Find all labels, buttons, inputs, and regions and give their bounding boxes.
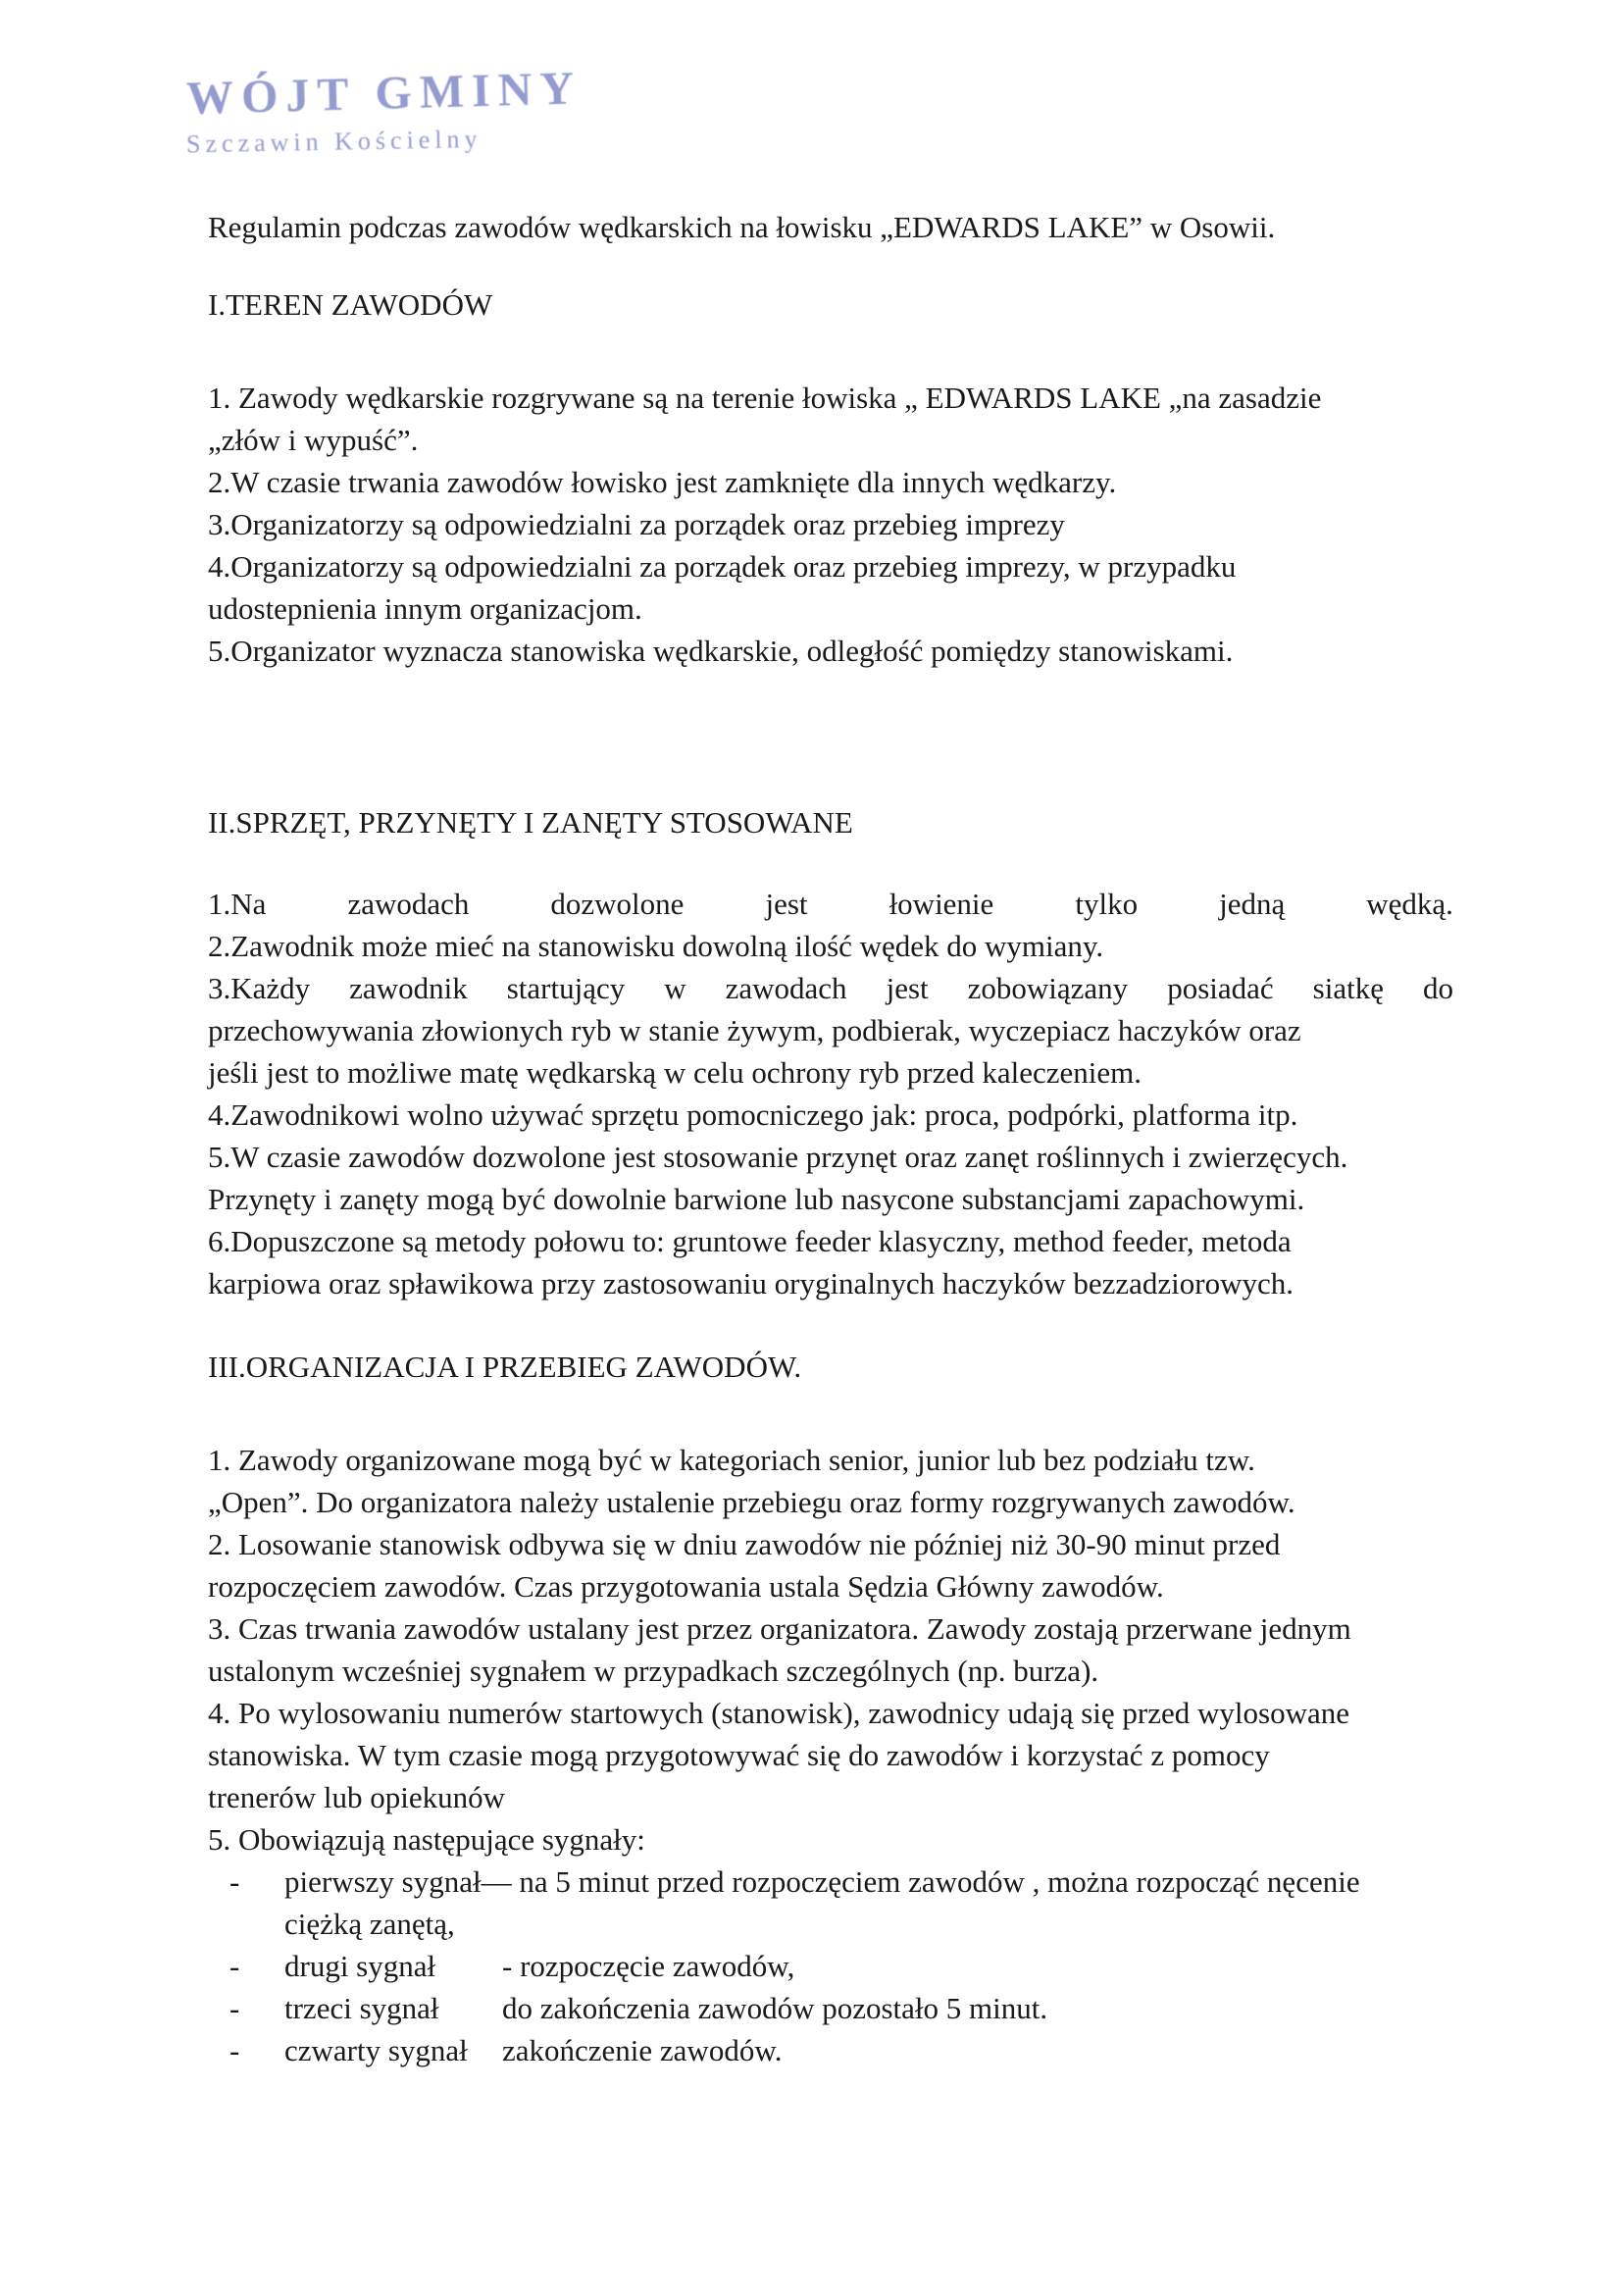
section-3-line: trenerów lub opiekunów <box>208 1780 506 1814</box>
signal-name: czwarty sygnał <box>284 2033 468 2067</box>
word: tylko <box>1075 887 1139 921</box>
official-stamp <box>185 62 583 175</box>
section-3-line: 1. Zawody organizowane mogą być w kategoriach senior, junior lub bez podziału tzw. <box>208 1443 1255 1477</box>
section-2-line: jeśli jest to możliwe matę wędkarską w celu ochrony ryb przed kaleczeniem. <box>208 1055 1142 1090</box>
signal-text: ciężką zanętą, <box>284 1907 455 1941</box>
word: dozwolone <box>550 887 685 921</box>
word: jedną <box>1219 887 1286 921</box>
section-3-line: 5. Obowiązują następujące sygnały: <box>208 1822 645 1857</box>
signal-desc: do zakończenia zawodów pozostało 5 minut. <box>502 1991 1048 2025</box>
signal-desc: - rozpoczęcie zawodów, <box>502 1949 795 1983</box>
section-1-line: 5.Organizator wyznacza stanowiska wędkarskie, odległość pomiędzy stanowiskami. <box>208 634 1234 668</box>
section-2-line: karpiowa oraz spławikowa przy zastosowaniu oryginalnych haczyków bezzadziorowych. <box>208 1266 1294 1300</box>
word: wędką. <box>1366 887 1453 921</box>
section-2-item-1 <box>208 883 1453 925</box>
section-2-line: 5.W czasie zawodów dozwolone jest stosowanie przynęt oraz zanęt roślinnych i zwierzęcych. <box>208 1140 1348 1174</box>
signal-item <box>229 1987 1453 2029</box>
list-dash: - <box>229 1864 240 1899</box>
signal-item <box>229 2029 1453 2071</box>
section-1-line: 4.Organizatorzy są odpowiedzialni za porządek oraz przebieg imprezy, w przypadku <box>208 549 1237 584</box>
section-1-line: 2.W czasie trwania zawodów łowisko jest zamknięte dla innych wędkarzy. <box>208 465 1117 499</box>
signal-desc: zakończenie zawodów. <box>502 2033 783 2067</box>
word: jest <box>765 887 808 921</box>
section-2-line: 3.Każdy zawodnik startujący w zawodach jest zobowiązany posiadać siatkę do <box>208 971 1453 1005</box>
section-2-line: 2.Zawodnik może mieć na stanowisku dowolną ilość wędek do wymiany. <box>208 929 1104 963</box>
section-3-line: 4. Po wylosowaniu numerów startowych (stanowisk), zawodnicy udają się przed wylosowane <box>208 1696 1349 1730</box>
section-3-line: 2. Losowanie stanowisk odbywa się w dniu zawodów nie później niż 30-90 minut przed <box>208 1527 1281 1561</box>
section-3-heading: III.ORGANIZACJA I PRZEBIEG ZAWODÓW. <box>208 1350 802 1384</box>
section-3-line: 3. Czas trwania zawodów ustalany jest przez organizatora. Zawody zostają przerwane jednym <box>208 1611 1351 1646</box>
word: zawodach <box>347 887 470 921</box>
document-body <box>208 206 1453 2071</box>
signal-item-continuation <box>229 1903 1453 1945</box>
section-2-line: 4.Zawodnikowi wolno używać sprzętu pomocniczego jak: proca, podpórki, platforma itp. <box>208 1097 1298 1132</box>
section-1-heading: I.TEREN ZAWODÓW <box>208 287 493 322</box>
section-3-line: rozpoczęciem zawodów. Czas przygotowania ustala Sędzia Główny zawodów. <box>208 1569 1164 1604</box>
stamp-line-1: WÓJT GMINY <box>185 62 583 125</box>
section-2-line: Przynęty i zanęty mogą być dowolnie barwione lub nasycone substancjami zapachowymi. <box>208 1182 1305 1216</box>
section-3-line: stanowiska. W tym czasie mogą przygotowywać się do zawodów i korzystać z pomocy <box>208 1738 1270 1772</box>
section-1-line: „złów i wypuść”. <box>208 423 419 457</box>
signal-item <box>229 1945 1453 1987</box>
section-2-line: 6.Dopuszczone są metody połowu to: gruntowe feeder klasyczny, method feeder, metoda <box>208 1224 1292 1258</box>
section-1-line: 3.Organizatorzy są odpowiedzialni za porządek oraz przebieg imprezy <box>208 507 1065 541</box>
word: 1.Na <box>208 887 267 921</box>
section-2-line: przechowywania złowionych ryb w stanie żywym, podbierak, wyczepiacz haczyków oraz <box>208 1013 1301 1047</box>
list-dash: - <box>229 2033 240 2067</box>
section-1-line: 1. Zawody wędkarskie rozgrywane są na terenie łowiska „ EDWARDS LAKE „na zasadzie <box>208 381 1322 415</box>
section-1-line: udostepnienia innym organizacjom. <box>208 591 642 626</box>
section-2-heading: II.SPRZĘT, PRZYNĘTY I ZANĘTY STOSOWANE <box>208 805 853 840</box>
signal-name: trzeci sygnał <box>284 1991 439 2025</box>
signal-name: drugi sygnał <box>284 1949 436 1983</box>
signal-text: pierwszy sygnał— na 5 minut przed rozpoczęciem zawodów , można rozpocząć nęcenie <box>284 1864 1360 1899</box>
word: łowienie <box>888 887 994 921</box>
stamp-line-2: Szczawin Kościelny <box>185 125 482 159</box>
signal-item <box>229 1861 1453 1903</box>
list-dash: - <box>229 1991 240 2025</box>
document-title: Regulamin podczas zawodów wędkarskich na łowisku „EDWARDS LAKE” w Osowii. <box>208 210 1276 244</box>
section-3-line: ustalonym wcześniej sygnałem w przypadkach szczególnych (np. burza). <box>208 1654 1099 1688</box>
list-dash: - <box>229 1949 240 1983</box>
section-3-line: „Open”. Do organizatora należy ustalenie przebiegu oraz formy rozgrywanych zawodów. <box>208 1485 1295 1519</box>
